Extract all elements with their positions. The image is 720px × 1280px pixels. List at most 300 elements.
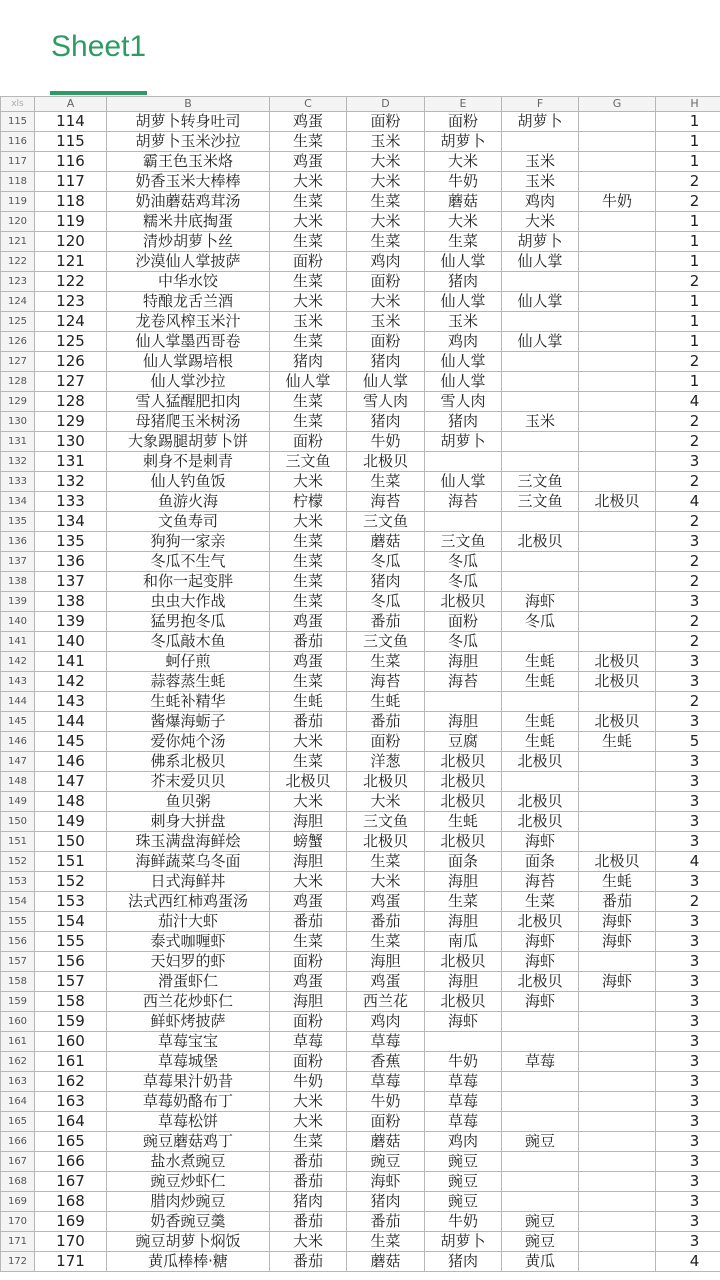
cell-b[interactable]: 清炒胡萝卜丝 — [107, 232, 270, 252]
cell-f[interactable]: 北极贝 — [502, 752, 579, 772]
cell-e[interactable]: 北极贝 — [425, 752, 502, 772]
cell-b[interactable]: 中华水饺 — [107, 272, 270, 292]
cell-h[interactable]: 3 — [656, 972, 720, 992]
cell-g[interactable] — [579, 552, 656, 572]
cell-h[interactable]: 3 — [656, 792, 720, 812]
cell-g[interactable] — [579, 132, 656, 152]
cell-f[interactable]: 生蚝 — [502, 672, 579, 692]
cell-a[interactable]: 158 — [35, 992, 107, 1012]
row-number-cell[interactable]: 150 — [1, 812, 35, 832]
cell-c[interactable]: 大米 — [270, 872, 347, 892]
cell-c[interactable]: 面粉 — [270, 952, 347, 972]
cell-a[interactable]: 117 — [35, 172, 107, 192]
cell-e[interactable] — [425, 1032, 502, 1052]
cell-b[interactable]: 豌豆蘑菇鸡丁 — [107, 1132, 270, 1152]
cell-c[interactable]: 鸡蛋 — [270, 612, 347, 632]
cell-h[interactable]: 3 — [656, 1112, 720, 1132]
cell-b[interactable]: 豌豆胡萝卜焖饭 — [107, 1232, 270, 1252]
cell-b[interactable]: 草莓宝宝 — [107, 1032, 270, 1052]
cell-h[interactable]: 3 — [656, 1032, 720, 1052]
cell-a[interactable]: 146 — [35, 752, 107, 772]
cell-e[interactable]: 海虾 — [425, 1012, 502, 1032]
cell-h[interactable]: 1 — [656, 112, 720, 132]
cell-c[interactable]: 鸡蛋 — [270, 152, 347, 172]
cell-b[interactable]: 滑蛋虾仁 — [107, 972, 270, 992]
cell-h[interactable]: 1 — [656, 132, 720, 152]
row-number-cell[interactable]: 171 — [1, 1232, 35, 1252]
cell-h[interactable]: 1 — [656, 232, 720, 252]
cell-a[interactable]: 125 — [35, 332, 107, 352]
cell-c[interactable]: 番茄 — [270, 712, 347, 732]
cell-c[interactable]: 生菜 — [270, 332, 347, 352]
cell-e[interactable]: 北极贝 — [425, 952, 502, 972]
cell-g[interactable] — [579, 1132, 656, 1152]
row-number-cell[interactable]: 138 — [1, 572, 35, 592]
cell-g[interactable]: 番茄 — [579, 892, 656, 912]
cell-e[interactable]: 面粉 — [425, 112, 502, 132]
cell-f[interactable]: 海虾 — [502, 932, 579, 952]
row-number-cell[interactable]: 121 — [1, 232, 35, 252]
cell-d[interactable]: 冬瓜 — [347, 592, 425, 612]
cell-h[interactable]: 1 — [656, 252, 720, 272]
row-number-cell[interactable]: 123 — [1, 272, 35, 292]
cell-c[interactable]: 鸡蛋 — [270, 972, 347, 992]
cell-c[interactable]: 面粉 — [270, 1012, 347, 1032]
cell-h[interactable]: 3 — [656, 1172, 720, 1192]
cell-e[interactable]: 生蚝 — [425, 812, 502, 832]
cell-g[interactable]: 生蚝 — [579, 872, 656, 892]
cell-h[interactable]: 2 — [656, 472, 720, 492]
row-number-cell[interactable]: 144 — [1, 692, 35, 712]
cell-b[interactable]: 蒜蓉蒸生蚝 — [107, 672, 270, 692]
cell-d[interactable]: 蘑菇 — [347, 532, 425, 552]
cell-f[interactable]: 海虾 — [502, 952, 579, 972]
column-header-h[interactable]: H — [656, 97, 720, 112]
cell-g[interactable] — [579, 1172, 656, 1192]
cell-h[interactable]: 2 — [656, 892, 720, 912]
cell-e[interactable]: 胡萝卜 — [425, 1232, 502, 1252]
cell-e[interactable]: 仙人掌 — [425, 352, 502, 372]
cell-g[interactable] — [579, 172, 656, 192]
cell-c[interactable]: 大米 — [270, 512, 347, 532]
cell-h[interactable]: 3 — [656, 812, 720, 832]
cell-f[interactable]: 仙人掌 — [502, 252, 579, 272]
cell-b[interactable]: 仙人掌踢培根 — [107, 352, 270, 372]
cell-a[interactable]: 142 — [35, 672, 107, 692]
row-number-cell[interactable]: 122 — [1, 252, 35, 272]
cell-b[interactable]: 奶油蘑菇鸡茸汤 — [107, 192, 270, 212]
cell-e[interactable]: 鸡肉 — [425, 1132, 502, 1152]
cell-e[interactable]: 南瓜 — [425, 932, 502, 952]
cell-g[interactable] — [579, 832, 656, 852]
cell-g[interactable] — [579, 632, 656, 652]
cell-d[interactable]: 番茄 — [347, 1212, 425, 1232]
cell-d[interactable]: 鸡肉 — [347, 1012, 425, 1032]
cell-e[interactable]: 北极贝 — [425, 792, 502, 812]
cell-e[interactable]: 草莓 — [425, 1072, 502, 1092]
row-number-cell[interactable]: 116 — [1, 132, 35, 152]
cell-h[interactable]: 1 — [656, 312, 720, 332]
cell-b[interactable]: 和你一起变胖 — [107, 572, 270, 592]
cell-a[interactable]: 118 — [35, 192, 107, 212]
cell-c[interactable]: 海胆 — [270, 852, 347, 872]
cell-e[interactable]: 草莓 — [425, 1112, 502, 1132]
cell-e[interactable]: 雪人肉 — [425, 392, 502, 412]
cell-b[interactable]: 霸王色玉米烙 — [107, 152, 270, 172]
row-number-cell[interactable]: 135 — [1, 512, 35, 532]
cell-h[interactable]: 1 — [656, 292, 720, 312]
cell-e[interactable] — [425, 512, 502, 532]
cell-e[interactable]: 海胆 — [425, 972, 502, 992]
cell-b[interactable]: 虫虫大作战 — [107, 592, 270, 612]
cell-e[interactable]: 牛奶 — [425, 1052, 502, 1072]
cell-e[interactable]: 豌豆 — [425, 1192, 502, 1212]
cell-d[interactable]: 猪肉 — [347, 1192, 425, 1212]
cell-d[interactable]: 大米 — [347, 172, 425, 192]
cell-c[interactable]: 鸡蛋 — [270, 112, 347, 132]
cell-c[interactable]: 大米 — [270, 1112, 347, 1132]
cell-e[interactable]: 三文鱼 — [425, 532, 502, 552]
cell-e[interactable]: 大米 — [425, 152, 502, 172]
cell-g[interactable]: 海虾 — [579, 912, 656, 932]
cell-a[interactable]: 137 — [35, 572, 107, 592]
row-number-cell[interactable]: 117 — [1, 152, 35, 172]
cell-c[interactable]: 鸡蛋 — [270, 652, 347, 672]
cell-e[interactable]: 北极贝 — [425, 772, 502, 792]
cell-a[interactable]: 122 — [35, 272, 107, 292]
cell-c[interactable]: 大米 — [270, 212, 347, 232]
cell-h[interactable]: 3 — [656, 1132, 720, 1152]
cell-c[interactable]: 北极贝 — [270, 772, 347, 792]
cell-h[interactable]: 2 — [656, 632, 720, 652]
cell-b[interactable]: 刺身不是刺青 — [107, 452, 270, 472]
row-number-cell[interactable]: 115 — [1, 112, 35, 132]
cell-c[interactable]: 生蚝 — [270, 692, 347, 712]
cell-e[interactable]: 冬瓜 — [425, 552, 502, 572]
cell-c[interactable]: 生菜 — [270, 232, 347, 252]
cell-f[interactable]: 胡萝卜 — [502, 232, 579, 252]
cell-f[interactable] — [502, 1152, 579, 1172]
cell-b[interactable]: 特酿龙舌兰酒 — [107, 292, 270, 312]
cell-g[interactable] — [579, 1212, 656, 1232]
cell-a[interactable]: 150 — [35, 832, 107, 852]
spreadsheet-grid[interactable] — [0, 96, 720, 1280]
cell-h[interactable]: 2 — [656, 572, 720, 592]
cell-f[interactable]: 海虾 — [502, 832, 579, 852]
cell-a[interactable]: 134 — [35, 512, 107, 532]
cell-e[interactable]: 玉米 — [425, 312, 502, 332]
cell-e[interactable]: 海胆 — [425, 652, 502, 672]
cell-a[interactable]: 132 — [35, 472, 107, 492]
cell-g[interactable] — [579, 812, 656, 832]
cell-a[interactable]: 127 — [35, 372, 107, 392]
row-number-cell[interactable]: 136 — [1, 532, 35, 552]
cell-f[interactable]: 北极贝 — [502, 912, 579, 932]
cell-g[interactable] — [579, 952, 656, 972]
cell-e[interactable]: 豌豆 — [425, 1172, 502, 1192]
row-number-cell[interactable]: 124 — [1, 292, 35, 312]
cell-c[interactable]: 草莓 — [270, 1032, 347, 1052]
cell-g[interactable]: 北极贝 — [579, 852, 656, 872]
cell-d[interactable]: 面粉 — [347, 332, 425, 352]
cell-h[interactable]: 2 — [656, 412, 720, 432]
cell-f[interactable] — [502, 132, 579, 152]
cell-f[interactable] — [502, 432, 579, 452]
cell-f[interactable] — [502, 512, 579, 532]
cell-a[interactable]: 163 — [35, 1092, 107, 1112]
cell-g[interactable] — [579, 252, 656, 272]
cell-f[interactable]: 北极贝 — [502, 792, 579, 812]
cell-d[interactable]: 海苔 — [347, 672, 425, 692]
cell-f[interactable]: 鸡肉 — [502, 192, 579, 212]
cell-a[interactable]: 131 — [35, 452, 107, 472]
cell-d[interactable]: 面粉 — [347, 272, 425, 292]
cell-e[interactable] — [425, 692, 502, 712]
cell-b[interactable]: 糯米井底掏蛋 — [107, 212, 270, 232]
cell-f[interactable] — [502, 272, 579, 292]
cell-d[interactable]: 三文鱼 — [347, 632, 425, 652]
cell-e[interactable]: 蘑菇 — [425, 192, 502, 212]
row-number-cell[interactable]: 168 — [1, 1172, 35, 1192]
cell-b[interactable]: 草莓城堡 — [107, 1052, 270, 1072]
column-header-f[interactable]: F — [502, 97, 579, 112]
cell-f[interactable]: 冬瓜 — [502, 612, 579, 632]
cell-b[interactable]: 豌豆炒虾仁 — [107, 1172, 270, 1192]
cell-f[interactable]: 生蚝 — [502, 712, 579, 732]
cell-a[interactable]: 152 — [35, 872, 107, 892]
cell-e[interactable]: 生菜 — [425, 232, 502, 252]
cell-c[interactable]: 大米 — [270, 472, 347, 492]
cell-c[interactable]: 海胆 — [270, 812, 347, 832]
cell-a[interactable]: 162 — [35, 1072, 107, 1092]
cell-f[interactable] — [502, 1012, 579, 1032]
cell-c[interactable]: 生菜 — [270, 192, 347, 212]
row-number-cell[interactable]: 125 — [1, 312, 35, 332]
sheet-tab-sheet1[interactable]: Sheet1 — [51, 30, 147, 63]
row-number-cell[interactable]: 131 — [1, 432, 35, 452]
column-header-g[interactable]: G — [579, 97, 656, 112]
cell-f[interactable] — [502, 772, 579, 792]
cell-f[interactable]: 北极贝 — [502, 812, 579, 832]
cell-c[interactable]: 番茄 — [270, 1252, 347, 1272]
cell-c[interactable]: 面粉 — [270, 432, 347, 452]
cell-c[interactable]: 柠檬 — [270, 492, 347, 512]
cell-b[interactable]: 日式海鲜丼 — [107, 872, 270, 892]
cell-d[interactable]: 北极贝 — [347, 772, 425, 792]
cell-a[interactable]: 169 — [35, 1212, 107, 1232]
cell-b[interactable]: 仙人钓鱼饭 — [107, 472, 270, 492]
row-number-cell[interactable]: 155 — [1, 912, 35, 932]
cell-d[interactable]: 北极贝 — [347, 832, 425, 852]
cell-h[interactable]: 3 — [656, 592, 720, 612]
cell-h[interactable]: 1 — [656, 212, 720, 232]
cell-d[interactable]: 鸡蛋 — [347, 972, 425, 992]
cell-a[interactable]: 143 — [35, 692, 107, 712]
cell-f[interactable] — [502, 692, 579, 712]
cell-d[interactable]: 面粉 — [347, 112, 425, 132]
cell-g[interactable] — [579, 1032, 656, 1052]
cell-c[interactable]: 生菜 — [270, 272, 347, 292]
cell-g[interactable] — [579, 212, 656, 232]
cell-f[interactable]: 面条 — [502, 852, 579, 872]
row-number-cell[interactable]: 139 — [1, 592, 35, 612]
cell-f[interactable] — [502, 1112, 579, 1132]
cell-d[interactable]: 海苔 — [347, 492, 425, 512]
row-number-cell[interactable]: 160 — [1, 1012, 35, 1032]
cell-e[interactable]: 猪肉 — [425, 412, 502, 432]
cell-f[interactable]: 豌豆 — [502, 1232, 579, 1252]
cell-b[interactable]: 西兰花炒虾仁 — [107, 992, 270, 1012]
cell-b[interactable]: 珠玉满盘海鲜烩 — [107, 832, 270, 852]
cell-f[interactable]: 海虾 — [502, 592, 579, 612]
cell-f[interactable]: 玉米 — [502, 152, 579, 172]
cell-a[interactable]: 149 — [35, 812, 107, 832]
cell-g[interactable] — [579, 272, 656, 292]
row-number-cell[interactable]: 148 — [1, 772, 35, 792]
cell-d[interactable]: 草莓 — [347, 1072, 425, 1092]
cell-h[interactable]: 3 — [656, 752, 720, 772]
row-number-cell[interactable]: 164 — [1, 1092, 35, 1112]
cell-c[interactable]: 三文鱼 — [270, 452, 347, 472]
cell-c[interactable]: 面粉 — [270, 1052, 347, 1072]
row-number-cell[interactable]: 151 — [1, 832, 35, 852]
cell-a[interactable]: 123 — [35, 292, 107, 312]
cell-g[interactable] — [579, 312, 656, 332]
cell-e[interactable]: 冬瓜 — [425, 632, 502, 652]
row-number-cell[interactable]: 163 — [1, 1072, 35, 1092]
cell-e[interactable]: 北极贝 — [425, 992, 502, 1012]
cell-d[interactable]: 蘑菇 — [347, 1252, 425, 1272]
cell-a[interactable]: 128 — [35, 392, 107, 412]
cell-d[interactable]: 海胆 — [347, 952, 425, 972]
cell-e[interactable]: 海胆 — [425, 712, 502, 732]
cell-c[interactable]: 番茄 — [270, 1212, 347, 1232]
cell-f[interactable]: 生蚝 — [502, 652, 579, 672]
cell-d[interactable]: 生菜 — [347, 192, 425, 212]
cell-g[interactable] — [579, 1252, 656, 1272]
cell-f[interactable] — [502, 552, 579, 572]
cell-b[interactable]: 酱爆海蛎子 — [107, 712, 270, 732]
cell-h[interactable]: 3 — [656, 872, 720, 892]
row-number-cell[interactable]: 140 — [1, 612, 35, 632]
cell-a[interactable]: 165 — [35, 1132, 107, 1152]
cell-g[interactable] — [579, 372, 656, 392]
cell-f[interactable]: 豌豆 — [502, 1212, 579, 1232]
cell-f[interactable]: 玉米 — [502, 412, 579, 432]
row-number-cell[interactable]: 132 — [1, 452, 35, 472]
cell-a[interactable]: 155 — [35, 932, 107, 952]
cell-g[interactable]: 生蚝 — [579, 732, 656, 752]
cell-h[interactable]: 3 — [656, 1152, 720, 1172]
cell-h[interactable]: 2 — [656, 192, 720, 212]
cell-c[interactable]: 生菜 — [270, 412, 347, 432]
cell-e[interactable]: 大米 — [425, 212, 502, 232]
cell-h[interactable]: 4 — [656, 492, 720, 512]
cell-d[interactable]: 玉米 — [347, 132, 425, 152]
row-number-cell[interactable]: 154 — [1, 892, 35, 912]
cell-g[interactable]: 北极贝 — [579, 672, 656, 692]
cell-a[interactable]: 161 — [35, 1052, 107, 1072]
cell-f[interactable] — [502, 572, 579, 592]
cell-b[interactable]: 刺身大拼盘 — [107, 812, 270, 832]
cell-d[interactable]: 玉米 — [347, 312, 425, 332]
cell-f[interactable] — [502, 392, 579, 412]
cell-h[interactable]: 3 — [656, 1192, 720, 1212]
cell-h[interactable]: 3 — [656, 832, 720, 852]
cell-g[interactable]: 海虾 — [579, 972, 656, 992]
column-header-b[interactable]: B — [107, 97, 270, 112]
cell-f[interactable]: 黄瓜 — [502, 1252, 579, 1272]
cell-a[interactable]: 166 — [35, 1152, 107, 1172]
cell-f[interactable]: 三文鱼 — [502, 492, 579, 512]
column-header-a[interactable]: A — [35, 97, 107, 112]
cell-a[interactable]: 147 — [35, 772, 107, 792]
cell-g[interactable] — [579, 592, 656, 612]
cell-a[interactable]: 170 — [35, 1232, 107, 1252]
cell-d[interactable]: 生菜 — [347, 232, 425, 252]
row-number-cell[interactable]: 137 — [1, 552, 35, 572]
row-number-cell[interactable]: 141 — [1, 632, 35, 652]
cell-b[interactable]: 龙卷风榨玉米汁 — [107, 312, 270, 332]
cell-d[interactable]: 生蚝 — [347, 692, 425, 712]
row-number-cell[interactable]: 133 — [1, 472, 35, 492]
row-number-cell[interactable]: 161 — [1, 1032, 35, 1052]
cell-h[interactable]: 3 — [656, 912, 720, 932]
cell-h[interactable]: 3 — [656, 672, 720, 692]
cell-a[interactable]: 145 — [35, 732, 107, 752]
cell-b[interactable]: 泰式咖喱虾 — [107, 932, 270, 952]
cell-c[interactable]: 大米 — [270, 792, 347, 812]
cell-c[interactable]: 生菜 — [270, 932, 347, 952]
cell-h[interactable]: 3 — [656, 712, 720, 732]
cell-e[interactable]: 牛奶 — [425, 1212, 502, 1232]
cell-e[interactable]: 冬瓜 — [425, 572, 502, 592]
cell-g[interactable] — [579, 992, 656, 1012]
cell-h[interactable]: 3 — [656, 1212, 720, 1232]
cell-b[interactable]: 生蚝补精华 — [107, 692, 270, 712]
cell-e[interactable]: 北极贝 — [425, 592, 502, 612]
cell-c[interactable]: 面粉 — [270, 252, 347, 272]
cell-e[interactable]: 海苔 — [425, 492, 502, 512]
cell-g[interactable] — [579, 412, 656, 432]
cell-d[interactable]: 大米 — [347, 792, 425, 812]
row-number-cell[interactable]: 126 — [1, 332, 35, 352]
cell-b[interactable]: 法式西红柿鸡蛋汤 — [107, 892, 270, 912]
cell-b[interactable]: 茄汁大虾 — [107, 912, 270, 932]
cell-e[interactable]: 猪肉 — [425, 1252, 502, 1272]
cell-f[interactable]: 草莓 — [502, 1052, 579, 1072]
cell-e[interactable]: 仙人掌 — [425, 252, 502, 272]
cell-c[interactable]: 生菜 — [270, 392, 347, 412]
cell-g[interactable]: 海虾 — [579, 932, 656, 952]
cell-c[interactable]: 生菜 — [270, 1132, 347, 1152]
cell-d[interactable]: 猪肉 — [347, 412, 425, 432]
cell-f[interactable]: 仙人掌 — [502, 332, 579, 352]
cell-c[interactable]: 番茄 — [270, 632, 347, 652]
cell-g[interactable] — [579, 292, 656, 312]
cell-d[interactable]: 雪人肉 — [347, 392, 425, 412]
cell-d[interactable]: 面粉 — [347, 1112, 425, 1132]
cell-c[interactable]: 仙人掌 — [270, 372, 347, 392]
cell-a[interactable]: 160 — [35, 1032, 107, 1052]
cell-e[interactable]: 豆腐 — [425, 732, 502, 752]
cell-d[interactable]: 面粉 — [347, 732, 425, 752]
cell-h[interactable]: 4 — [656, 1252, 720, 1272]
cell-g[interactable] — [579, 792, 656, 812]
cell-h[interactable]: 1 — [656, 332, 720, 352]
cell-c[interactable]: 生菜 — [270, 592, 347, 612]
cell-c[interactable]: 生菜 — [270, 672, 347, 692]
